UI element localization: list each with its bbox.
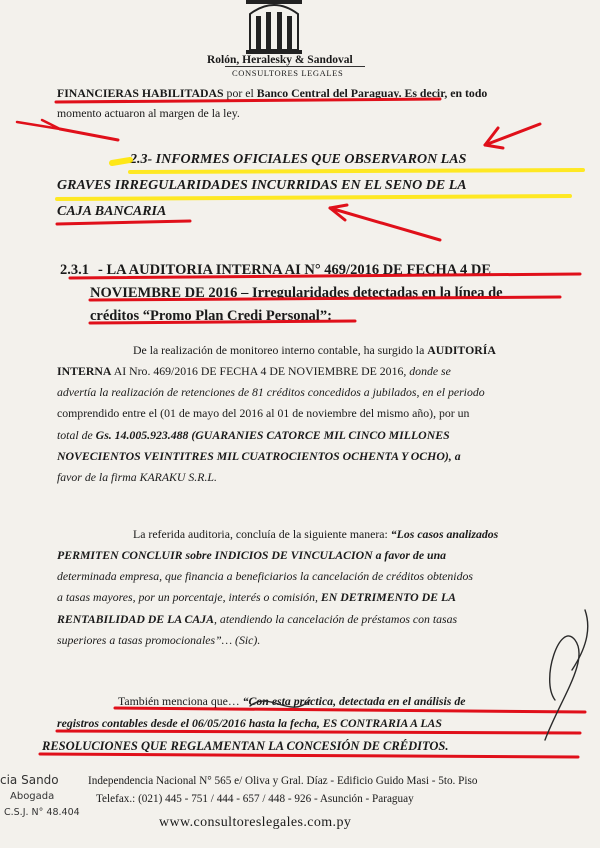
firm-rule — [225, 66, 365, 67]
intro-line-1 — [57, 86, 487, 101]
para2-superiores: superiores a tasas promocionales — [57, 633, 216, 647]
para1-total-de: total de — [57, 428, 96, 442]
para3-quote-start: “Con esta práctica, detectada en el análisis de — [242, 694, 466, 708]
para2-line-4 — [57, 590, 456, 605]
para1-line-6 — [57, 449, 461, 464]
section-2-3-1-line-3 — [90, 308, 332, 325]
footer-url[interactable]: www.consultoreslegales.com.py — [159, 815, 352, 830]
section-2-3-1-creditos: créditos — [90, 308, 140, 324]
footer-phones: Telefax.: (021) 445 - 751 / 444 - 657 / 448 - 926 - Asunción - Paraguay — [96, 793, 414, 805]
section-2-3-1-date: NOVIEMBRE DE 2016 — [90, 285, 238, 301]
para3-line-3: RESOLUCIONES QUE REGLAMENTAN LA CONCESIÓN DE CRÉDITOS. — [42, 739, 449, 753]
intro-financieras: FINANCIERAS HABILITADAS — [57, 86, 224, 100]
stamp-title: Abogada — [10, 791, 55, 802]
section-2-3-1-line-2 — [90, 285, 503, 302]
intro-es-decir: . Es decir, en todo — [398, 86, 488, 100]
para2-sic: ”… (Sic). — [215, 633, 261, 647]
firm-name: Rolón, Heralesky & Sandoval — [207, 54, 353, 66]
para1-line-7: favor de la firma KARAKU S.R.L. — [57, 470, 217, 484]
para3-contraria: ES CONTRARIA A LAS — [322, 716, 442, 730]
para2-line-5 — [57, 612, 457, 627]
stamp-name: cia Sando — [0, 773, 59, 787]
para1-line-4: comprendido entre el (01 de mayo del 2016 al 01 de noviembre del mismo año), por un — [57, 406, 470, 420]
para2-quote-start: “Los casos analizados — [390, 527, 499, 541]
stamp-registration: C.S.J. N° 48.404 — [4, 807, 80, 818]
para2-rentabilidad: RENTABILIDAD DE LA CAJA — [57, 612, 215, 626]
para3-tambien: También menciona que… — [118, 694, 243, 708]
para1-ai-nro: AI Nro. 469/2016 DE FECHA 4 DE NOVIEMBRE DE 2016 — [111, 364, 404, 378]
section-2-3-line-1: 2.3- INFORMES OFICIALES QUE OBSERVARON LAS — [130, 152, 467, 167]
firm-subtitle: CONSULTORES LEGALES — [232, 68, 344, 78]
para1-auditoria: AUDITORÍA — [427, 343, 496, 357]
intro-line-2: momento actuaron al margen de la ley. — [57, 106, 240, 120]
firm-logo-columns — [244, 0, 304, 58]
para1-line-2 — [57, 364, 451, 379]
para2-detrimento: EN DETRIMENTO DE LA — [320, 590, 457, 604]
para1-amount-words: NOVECIENTOS VEINTITRES MIL CUATROCIENTOS OCHENTA Y OCHO) — [57, 449, 449, 463]
section-2-3-1-irregularidades: – Irregularidades detectadas en la línea de — [237, 285, 503, 301]
para1-interna: INTERNA — [57, 364, 112, 378]
section-2-3-line-3: CAJA BANCARIA — [57, 204, 167, 219]
para2-line-2: PERMITEN CONCLUIR sobre INDICIOS DE VINCULACION a favor de una — [57, 548, 447, 562]
para3-line-1 — [118, 694, 465, 709]
para1-line-5 — [57, 428, 450, 443]
para1-line-3: advertía la realización de retenciones de 81 créditos concedidos a jubilados, en el periodo — [57, 385, 485, 399]
para2-line-3: determinada empresa, que financia a beneficiarios la cancelación de créditos obtenidos — [57, 569, 473, 583]
intro-por-el: por el — [223, 86, 257, 100]
section-2-3-1-line-1: - LA AUDITORIA INTERNA AI N° 469/2016 DE FECHA 4 DE — [98, 262, 492, 278]
footer-address: Independencia Nacional N° 565 e/ Oliva y Gral. Díaz - Edificio Guido Masi - 5to. Piso — [88, 775, 478, 787]
para2-tasas: a tasas mayores, por un porcentaje, interés o comisión, — [57, 590, 321, 604]
section-2-3-1-number: 2.3.1 — [60, 262, 89, 278]
para3-registros: registros contables desde el 06/05/2016 hasta la fecha, — [57, 716, 323, 730]
para1-amount: Gs. 14.005.923.488 (GUARANIES CATORCE MIL CINCO MILLONES — [95, 428, 450, 442]
section-2-3-line-2: GRAVES IRREGULARIDADES INCURRIDAS EN EL SENO DE LA — [57, 178, 467, 193]
para3-line-2 — [57, 716, 442, 731]
para2-line-1 — [133, 527, 498, 542]
section-2-3-1-promo: “Promo Plan Credi Personal”: — [139, 308, 332, 324]
para1-text: De la realización de monitoreo interno contable, ha surgido la — [133, 343, 428, 357]
para1-a: , a — [448, 449, 461, 463]
para2-intro: La referida auditoria, concluía de la siguiente manera: — [133, 527, 391, 541]
para1-donde-se: , donde se — [403, 364, 451, 378]
intro-bcp: Banco Central del Paraguay — [256, 86, 399, 100]
para2-line-6 — [57, 633, 260, 648]
para1-line-1 — [133, 343, 496, 358]
para2-atendiendo: , atendiendo la cancelación de préstamos con tasas — [214, 612, 458, 626]
